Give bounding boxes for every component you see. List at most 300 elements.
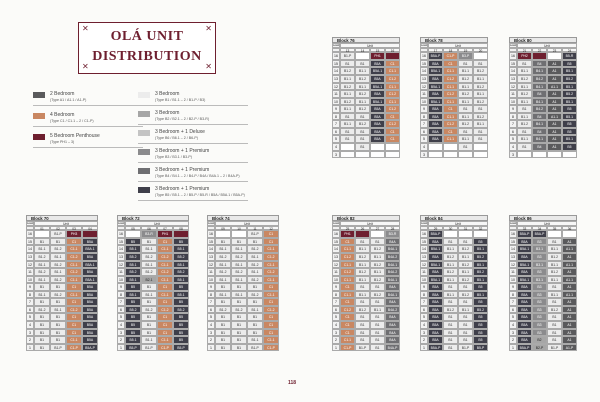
unit-cell bbox=[473, 230, 488, 238]
unit-cell: B1 bbox=[458, 128, 473, 136]
unit-cell: B5A.1 bbox=[370, 83, 385, 91]
unit-header: Unit bbox=[517, 221, 577, 226]
unit-number: 33 bbox=[517, 226, 532, 231]
unit-cell: B5A.1 bbox=[517, 245, 532, 253]
unit-cell: B5.1 bbox=[473, 291, 488, 299]
unit-cell: B1.1 bbox=[458, 113, 473, 121]
level-number: 11 bbox=[207, 268, 215, 276]
unit-cell: PH1 bbox=[370, 52, 385, 60]
unit-cell: B1 bbox=[547, 298, 562, 306]
unit-cell: B1.1 bbox=[355, 245, 370, 253]
unit-cell: B4 bbox=[532, 113, 547, 121]
level-number: 3 bbox=[26, 329, 34, 337]
corner-ornament-icon: ✕ bbox=[82, 24, 89, 33]
level-row bbox=[332, 120, 400, 128]
level-row bbox=[509, 105, 577, 113]
unit-cell: B3-R bbox=[141, 230, 157, 238]
level-number: 7 bbox=[332, 298, 340, 306]
level-number: 6 bbox=[509, 128, 517, 136]
page-number: 118 bbox=[288, 380, 297, 386]
level-row bbox=[509, 329, 577, 337]
unit-cell: B1 bbox=[141, 329, 157, 337]
level-number: 14 bbox=[332, 67, 340, 75]
unit-cell: B1.2 bbox=[231, 268, 247, 276]
unit-cell: B5A bbox=[428, 90, 443, 98]
unit-cell: C1.2 bbox=[66, 268, 82, 276]
level-row bbox=[332, 135, 400, 143]
level-number: 3 bbox=[420, 329, 428, 337]
unit-cell bbox=[370, 143, 385, 151]
level-row bbox=[332, 306, 400, 314]
unit-number: 36 bbox=[562, 226, 577, 231]
unit-cell: B1 bbox=[370, 321, 385, 329]
unit-cell: B1.2 bbox=[34, 268, 50, 276]
unit-cell: B1 bbox=[370, 329, 385, 337]
level-number: 4 bbox=[207, 321, 215, 329]
level-row bbox=[332, 261, 400, 269]
level-row bbox=[207, 283, 279, 291]
unit-cell: B1.1 bbox=[355, 67, 370, 75]
unit-cell: C1.2 bbox=[443, 120, 458, 128]
unit-cell: B5A bbox=[82, 336, 98, 344]
unit-cell: B1 bbox=[355, 128, 370, 136]
unit-cell: B5A.1 bbox=[428, 245, 443, 253]
unit-cell bbox=[340, 151, 355, 159]
level-row bbox=[509, 75, 577, 83]
unit-cell: A1.1 bbox=[562, 291, 577, 299]
unit-cell: B4A bbox=[385, 336, 400, 344]
level-number: 13 bbox=[509, 75, 517, 83]
level-row bbox=[509, 128, 577, 136]
unit-cell: B1-P bbox=[141, 344, 157, 352]
unit-cell: B5 bbox=[125, 298, 141, 306]
level-row bbox=[26, 245, 98, 253]
unit-cell: B5.2 bbox=[173, 253, 189, 261]
level-row bbox=[207, 329, 279, 337]
level-number: 13 bbox=[420, 75, 428, 83]
level-number: 5 bbox=[332, 135, 340, 143]
level-row bbox=[509, 306, 577, 314]
unit-number: 12 bbox=[263, 226, 279, 231]
unit-cell: B2-P bbox=[532, 344, 547, 352]
level-number: 13 bbox=[26, 253, 34, 261]
unit-cell: B1 bbox=[50, 298, 66, 306]
unit-header: Unit bbox=[34, 221, 98, 226]
unit-number: 31 bbox=[458, 226, 473, 231]
unit-cell: B5A bbox=[370, 128, 385, 136]
level-row bbox=[332, 253, 400, 261]
unit-cell: C1.1 bbox=[340, 261, 355, 269]
unit-cell: A1 bbox=[562, 268, 577, 276]
unit-cell: B3.1 bbox=[532, 245, 547, 253]
unit-cell: B1.1 bbox=[355, 291, 370, 299]
level-number: 5 bbox=[207, 313, 215, 321]
legend-item bbox=[138, 167, 248, 183]
legend-name: 3 Bedroom bbox=[155, 91, 180, 97]
unit-cell: B1.2 bbox=[458, 291, 473, 299]
level-row bbox=[420, 336, 488, 344]
unit-cell: B1 bbox=[458, 336, 473, 344]
unit-cell: B1.2 bbox=[473, 113, 488, 121]
legend-name: 3 Bedroom + 1 Deluxe bbox=[155, 129, 205, 135]
unit-cell: C1.1 bbox=[66, 336, 82, 344]
unit-cell: B1 bbox=[215, 298, 231, 306]
unit-cell: B1-P bbox=[50, 344, 66, 352]
unit-number: 13 bbox=[340, 48, 355, 53]
level-row bbox=[117, 344, 189, 352]
unit-cell: B1 bbox=[34, 313, 50, 321]
level-row bbox=[117, 313, 189, 321]
unit-cell bbox=[385, 52, 400, 60]
unit-cell: C1 bbox=[443, 60, 458, 68]
unit-cell: A1 bbox=[547, 120, 562, 128]
block-title: Block 72 bbox=[117, 215, 189, 221]
level-row bbox=[117, 230, 189, 238]
unit-number: 25 bbox=[340, 226, 355, 231]
unit-cell: C1.2 bbox=[157, 253, 173, 261]
unit-cell: B5 bbox=[473, 283, 488, 291]
level-number: 10 bbox=[117, 276, 125, 284]
unit-cell: A1.1 bbox=[562, 245, 577, 253]
level-row bbox=[117, 321, 189, 329]
level-header: Level bbox=[510, 222, 517, 225]
unit-cell: C1 bbox=[443, 128, 458, 136]
legend-item bbox=[138, 148, 248, 164]
unit-cell: C1.2 bbox=[340, 268, 355, 276]
unit-cell: C1-P bbox=[66, 344, 82, 352]
level-number: 16 bbox=[332, 230, 340, 238]
unit-cell: B1 bbox=[370, 298, 385, 306]
legend-name: 2 Bedroom bbox=[50, 91, 75, 97]
level-number: 8 bbox=[332, 113, 340, 121]
level-header: Level bbox=[208, 222, 215, 225]
unit-cell: B5A bbox=[517, 268, 532, 276]
unit-cell: B5A bbox=[82, 253, 98, 261]
block-title: Block 74 bbox=[207, 215, 279, 221]
level-number: 8 bbox=[332, 291, 340, 299]
level-row bbox=[332, 313, 400, 321]
unit-cell: B1.2 bbox=[247, 291, 263, 299]
unit-cell: B5A.1 bbox=[517, 276, 532, 284]
unit-cell: A1.1 bbox=[562, 261, 577, 269]
unit-cell: B5 bbox=[562, 60, 577, 68]
unit-cell: B5A bbox=[517, 329, 532, 337]
unit-cell: B5A bbox=[370, 135, 385, 143]
block-table bbox=[26, 215, 98, 351]
legend-swatch bbox=[138, 149, 150, 155]
unit-cell: B5A.1 bbox=[82, 261, 98, 269]
unit-cell: C1.1 bbox=[66, 276, 82, 284]
unit-cell: B5A-P bbox=[428, 52, 443, 60]
unit-cell: B4.1 bbox=[532, 120, 547, 128]
unit-cell: B4.1 bbox=[532, 135, 547, 143]
unit-cell: B4.2 bbox=[532, 105, 547, 113]
unit-cell: B1.2 bbox=[141, 306, 157, 314]
level-number: 9 bbox=[26, 283, 34, 291]
level-header: Level bbox=[510, 44, 517, 47]
level-number: 15 bbox=[420, 60, 428, 68]
unit-cell: C1.2 bbox=[157, 268, 173, 276]
level-row bbox=[117, 245, 189, 253]
level-row bbox=[509, 245, 577, 253]
unit-cell: A1 bbox=[547, 90, 562, 98]
unit-cell: B1.2 bbox=[458, 261, 473, 269]
unit-cell: B4A.2 bbox=[385, 268, 400, 276]
level-number: 6 bbox=[332, 128, 340, 136]
unit-cell: B1 bbox=[355, 336, 370, 344]
unit-cell: B1.1 bbox=[34, 276, 50, 284]
unit-cell: A1 bbox=[562, 283, 577, 291]
level-number: 2 bbox=[117, 336, 125, 344]
level-row bbox=[420, 253, 488, 261]
unit-cell: C1.1 bbox=[157, 261, 173, 269]
unit-cell: A1-P bbox=[562, 344, 577, 352]
unit-cell: C1-P bbox=[157, 344, 173, 352]
level-number: 5 bbox=[332, 313, 340, 321]
unit-cell: B1.1 bbox=[547, 291, 562, 299]
unit-cell bbox=[173, 230, 189, 238]
level-row bbox=[420, 238, 488, 246]
unit-cell: B4A bbox=[385, 238, 400, 246]
unit-cell: C1.1 bbox=[443, 98, 458, 106]
level-number: 8 bbox=[207, 291, 215, 299]
unit-cell: B5.1 bbox=[173, 245, 189, 253]
unit-cell: B5 bbox=[473, 238, 488, 246]
unit-cell: B1 bbox=[547, 238, 562, 246]
unit-cell bbox=[370, 230, 385, 238]
unit-cell bbox=[547, 52, 562, 60]
unit-cell: B5A bbox=[370, 75, 385, 83]
unit-cell: C1 bbox=[66, 283, 82, 291]
unit-cell: B3 bbox=[532, 253, 547, 261]
level-number: 15 bbox=[26, 238, 34, 246]
level-number: 8 bbox=[420, 113, 428, 121]
level-number: 14 bbox=[420, 245, 428, 253]
unit-number: 16 bbox=[385, 48, 400, 53]
unit-cell: B5.1 bbox=[125, 261, 141, 269]
unit-cell bbox=[532, 151, 547, 159]
unit-cell: B5.2 bbox=[562, 75, 577, 83]
level-number: 9 bbox=[332, 283, 340, 291]
unit-cell: B1 bbox=[547, 336, 562, 344]
unit-cell: B1.2 bbox=[458, 120, 473, 128]
level-row bbox=[207, 245, 279, 253]
unit-cell: B1.1 bbox=[517, 98, 532, 106]
unit-cell: B1 bbox=[458, 321, 473, 329]
unit-cell: B5 bbox=[562, 128, 577, 136]
unit-cell: B1 bbox=[247, 238, 263, 246]
unit-cell: B1.2 bbox=[50, 245, 66, 253]
unit-cell: A1 bbox=[562, 313, 577, 321]
unit-cell: B5.1 bbox=[562, 135, 577, 143]
unit-cell: B1.1 bbox=[247, 253, 263, 261]
level-row bbox=[117, 306, 189, 314]
unit-cell: B1 bbox=[141, 321, 157, 329]
unit-cell: B5 bbox=[473, 298, 488, 306]
unit-cell: B1.1 bbox=[340, 90, 355, 98]
legend-types: (Type PH1 – 3) bbox=[50, 140, 75, 144]
level-number: 13 bbox=[332, 75, 340, 83]
unit-cell: B5 bbox=[173, 238, 189, 246]
unit-cell: B1.1 bbox=[50, 306, 66, 314]
unit-cell: B5.1 bbox=[562, 83, 577, 91]
level-row bbox=[332, 238, 400, 246]
unit-cell: C1.1 bbox=[157, 336, 173, 344]
level-number: 12 bbox=[420, 83, 428, 91]
level-number: 10 bbox=[332, 98, 340, 106]
unit-cell: B5A-P bbox=[517, 344, 532, 352]
unit-cell: B1.1 bbox=[517, 83, 532, 91]
level-row bbox=[26, 329, 98, 337]
level-row bbox=[207, 238, 279, 246]
level-number: 8 bbox=[117, 291, 125, 299]
level-header: Level bbox=[421, 44, 428, 47]
unit-cell: B5.1 bbox=[125, 276, 141, 284]
level-row bbox=[509, 344, 577, 352]
level-number: 13 bbox=[117, 253, 125, 261]
level-row bbox=[509, 313, 577, 321]
block-table bbox=[117, 215, 189, 351]
unit-number: 32 bbox=[473, 226, 488, 231]
unit-cell: B5.2 bbox=[562, 90, 577, 98]
unit-cell: B3-R bbox=[385, 230, 400, 238]
level-number: 9 bbox=[332, 105, 340, 113]
unit-number: 11 bbox=[247, 226, 263, 231]
level-row bbox=[332, 298, 400, 306]
unit-cell: C1.2 bbox=[263, 268, 279, 276]
unit-cell: B5A bbox=[370, 113, 385, 121]
legend-types: (Type B6 / B6.1 – 2 / B6-P) bbox=[155, 136, 198, 140]
unit-cell: C1.1 bbox=[263, 291, 279, 299]
level-number: 8 bbox=[509, 113, 517, 121]
unit-cell: B5A bbox=[428, 313, 443, 321]
level-row bbox=[332, 329, 400, 337]
level-row bbox=[26, 253, 98, 261]
unit-cell: B5 bbox=[562, 120, 577, 128]
level-row bbox=[332, 75, 400, 83]
unit-cell: B3.1 bbox=[532, 276, 547, 284]
unit-cell: B1 bbox=[231, 336, 247, 344]
level-number: 15 bbox=[509, 238, 517, 246]
unit-cell: B1.2 bbox=[370, 291, 385, 299]
unit-cell: C1.1 bbox=[443, 83, 458, 91]
level-number: 14 bbox=[117, 245, 125, 253]
unit-cell: C1 bbox=[443, 105, 458, 113]
unit-cell: C1.2 bbox=[443, 75, 458, 83]
unit-cell: B3 bbox=[532, 268, 547, 276]
level-row bbox=[332, 245, 400, 253]
level-number: 6 bbox=[332, 306, 340, 314]
level-number: 4 bbox=[420, 143, 428, 151]
level-row bbox=[509, 268, 577, 276]
level-row bbox=[420, 67, 488, 75]
unit-cell: B1.1 bbox=[473, 90, 488, 98]
unit-cell: C1.1 bbox=[385, 98, 400, 106]
unit-cell: C1.1 bbox=[66, 261, 82, 269]
unit-cell: B1.2 bbox=[458, 276, 473, 284]
level-row bbox=[420, 276, 488, 284]
unit-cell: B5A bbox=[82, 306, 98, 314]
level-number: 5 bbox=[509, 135, 517, 143]
unit-cell: B1.1 bbox=[34, 245, 50, 253]
unit-cell: B5 bbox=[562, 143, 577, 151]
unit-cell: B5A-P bbox=[517, 230, 532, 238]
unit-cell: A1.1 bbox=[547, 113, 562, 121]
unit-cell: B1 bbox=[340, 135, 355, 143]
unit-cell: B1 bbox=[231, 344, 247, 352]
unit-cell: B1.2 bbox=[34, 253, 50, 261]
unit-cell: B1.2 bbox=[517, 90, 532, 98]
unit-cell: C1-P bbox=[443, 52, 458, 60]
unit-cell: C1 bbox=[66, 313, 82, 321]
level-row bbox=[509, 135, 577, 143]
unit-cell: B1.1 bbox=[458, 98, 473, 106]
unit-cell: C1.1 bbox=[157, 245, 173, 253]
unit-cell: B1 bbox=[547, 329, 562, 337]
unit-cell: B5.1 bbox=[173, 276, 189, 284]
unit-cell: B5.2 bbox=[173, 268, 189, 276]
unit-cell: B1.1 bbox=[517, 113, 532, 121]
level-number: 1 bbox=[117, 344, 125, 352]
unit-cell: B1.1 bbox=[141, 291, 157, 299]
unit-cell: B1.2 bbox=[458, 90, 473, 98]
unit-cell bbox=[385, 151, 400, 159]
corner-ornament-icon: ✕ bbox=[82, 62, 89, 71]
unit-cell: B5A.1 bbox=[428, 276, 443, 284]
unit-cell: C1.1 bbox=[340, 245, 355, 253]
unit-cell: A1 bbox=[547, 67, 562, 75]
unit-cell: B1.2 bbox=[141, 253, 157, 261]
unit-number: 29 bbox=[428, 226, 443, 231]
level-number: 14 bbox=[332, 245, 340, 253]
unit-cell: B1.1 bbox=[517, 67, 532, 75]
level-number: 15 bbox=[509, 60, 517, 68]
legend-divider bbox=[138, 143, 248, 144]
unit-cell: B1 bbox=[517, 143, 532, 151]
level-header: Level bbox=[421, 222, 428, 225]
level-number: 7 bbox=[207, 298, 215, 306]
unit-cell: B1.2 bbox=[247, 261, 263, 269]
unit-cell: B4A.2 bbox=[385, 253, 400, 261]
unit-cell: B5A.1 bbox=[517, 261, 532, 269]
level-number: 16 bbox=[420, 230, 428, 238]
level-number: 15 bbox=[332, 60, 340, 68]
unit-cell: B1.1 bbox=[141, 245, 157, 253]
unit-cell: B1 bbox=[443, 313, 458, 321]
unit-number: 30 bbox=[443, 226, 458, 231]
unit-cell: B1.1 bbox=[443, 245, 458, 253]
level-row bbox=[26, 261, 98, 269]
unit-cell: C1 bbox=[157, 313, 173, 321]
unit-cell: C1 bbox=[340, 238, 355, 246]
unit-cell: B1 bbox=[231, 238, 247, 246]
level-row bbox=[509, 67, 577, 75]
unit-cell: B4A.1 bbox=[385, 276, 400, 284]
level-number: 15 bbox=[117, 238, 125, 246]
level-row bbox=[509, 291, 577, 299]
unit-cell: B5 bbox=[562, 105, 577, 113]
level-number: 2 bbox=[26, 336, 34, 344]
unit-cell: B5 bbox=[125, 313, 141, 321]
unit-cell: B1 bbox=[34, 321, 50, 329]
level-row bbox=[332, 276, 400, 284]
unit-cell: B5.1 bbox=[173, 291, 189, 299]
unit-cell: B5 bbox=[125, 283, 141, 291]
unit-cell: B5A bbox=[370, 90, 385, 98]
unit-number: 01 bbox=[34, 226, 50, 231]
legend-types: (Type B4 / B4.1 – 2 / B4-P / B4A / B4A.1 – 2 / B4A-P) bbox=[155, 174, 240, 178]
level-row bbox=[420, 105, 488, 113]
